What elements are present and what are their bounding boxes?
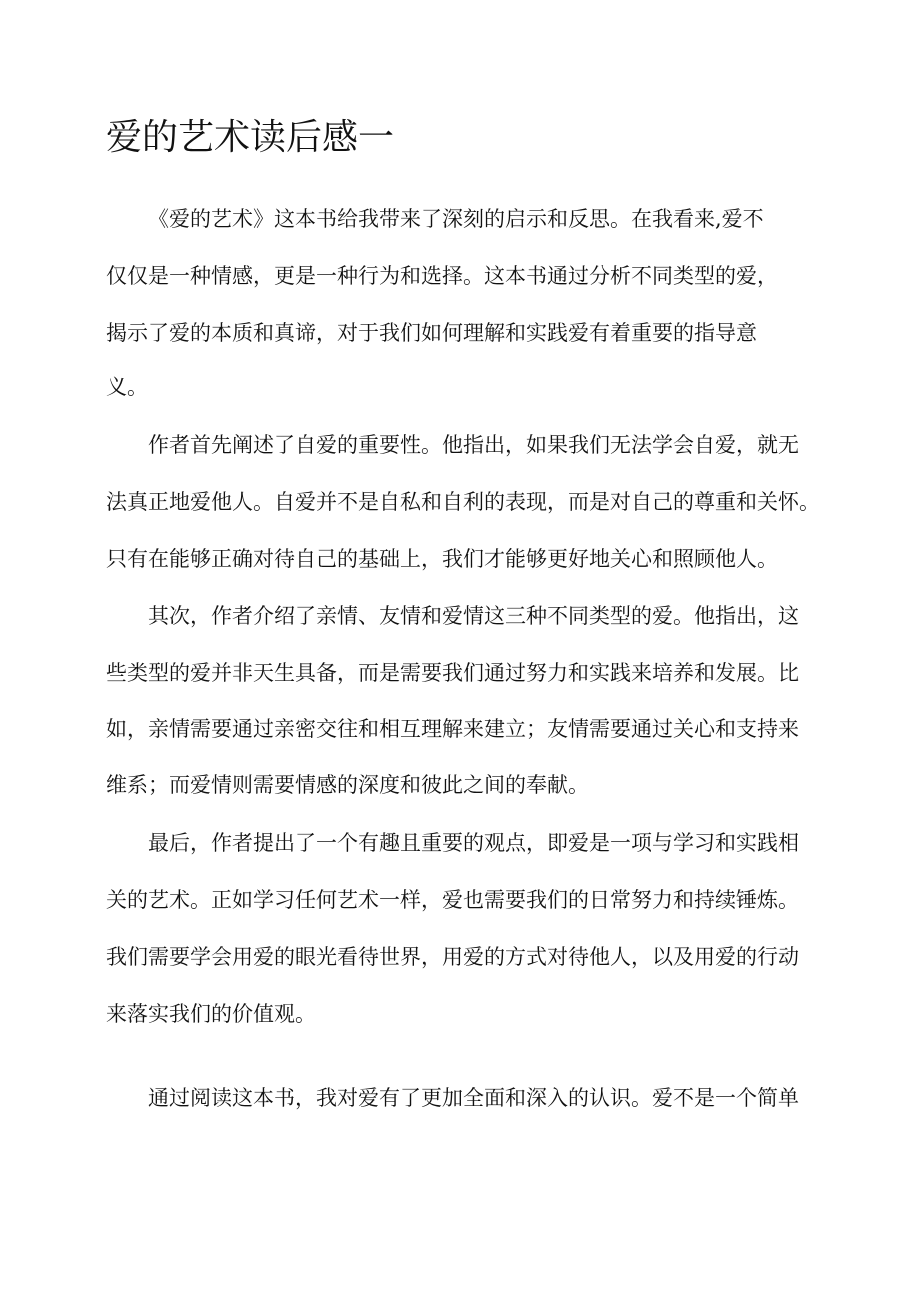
paragraph-1-line-3: 揭示了爱的本质和真谛，对于我们如何理解和实践爱有着重要的指导意 xyxy=(106,321,757,345)
paragraph-3-line-1: 其次，作者介绍了亲情、友情和爱情这三种不同类型的爱。他指出，这 xyxy=(148,604,799,628)
paragraph-5-line-1: 通过阅读这本书，我对爱有了更加全面和深入的认识。爱不是一个简单 xyxy=(148,1086,799,1110)
paragraph-2-line-1: 作者首先阐述了自爱的重要性。他指出，如果我们无法学会自爱，就无 xyxy=(148,433,799,457)
paragraph-4-line-1: 最后，作者提出了一个有趣且重要的观点，即爱是一项与学习和实践相 xyxy=(148,831,799,855)
paragraph-1-line-4: 义。 xyxy=(106,375,148,399)
paragraph-1-line-1: 《爱的艺术》这本书给我带来了深刻的启示和反思。在我看来,爱不 xyxy=(148,207,764,231)
paragraph-1-line-2: 仅仅是一种情感，更是一种行为和选择。这本书通过分析不同类型的爱， xyxy=(106,264,778,288)
paragraph-3-line-2: 些类型的爱并非天生具备，而是需要我们通过努力和实践来培养和发展。比 xyxy=(106,661,799,685)
paragraph-3-line-4: 维系；而爱情则需要情感的深度和彼此之间的奉献。 xyxy=(106,773,589,797)
paragraph-4-line-4: 来落实我们的价值观。 xyxy=(106,1002,316,1026)
paragraph-2-line-3: 只有在能够正确对待自己的基础上，我们才能够更好地关心和照顾他人。 xyxy=(106,547,778,571)
paragraph-2-line-2: 法真正地爱他人。自爱并不是自私和自利的表现，而是对自己的尊重和关怀。 xyxy=(106,490,820,514)
paragraph-4-line-2: 关的艺术。正如学习任何艺术一样，爱也需要我们的日常努力和持续锤炼。 xyxy=(106,888,799,912)
paragraph-3-line-3: 如，亲情需要通过亲密交往和相互理解来建立；友情需要通过关心和支持来 xyxy=(106,717,799,741)
paragraph-4-line-3: 我们需要学会用爱的眼光看待世界，用爱的方式对待他人，以及用爱的行动 xyxy=(106,945,799,969)
document-title: 爱的艺术读后感一 xyxy=(106,117,395,158)
